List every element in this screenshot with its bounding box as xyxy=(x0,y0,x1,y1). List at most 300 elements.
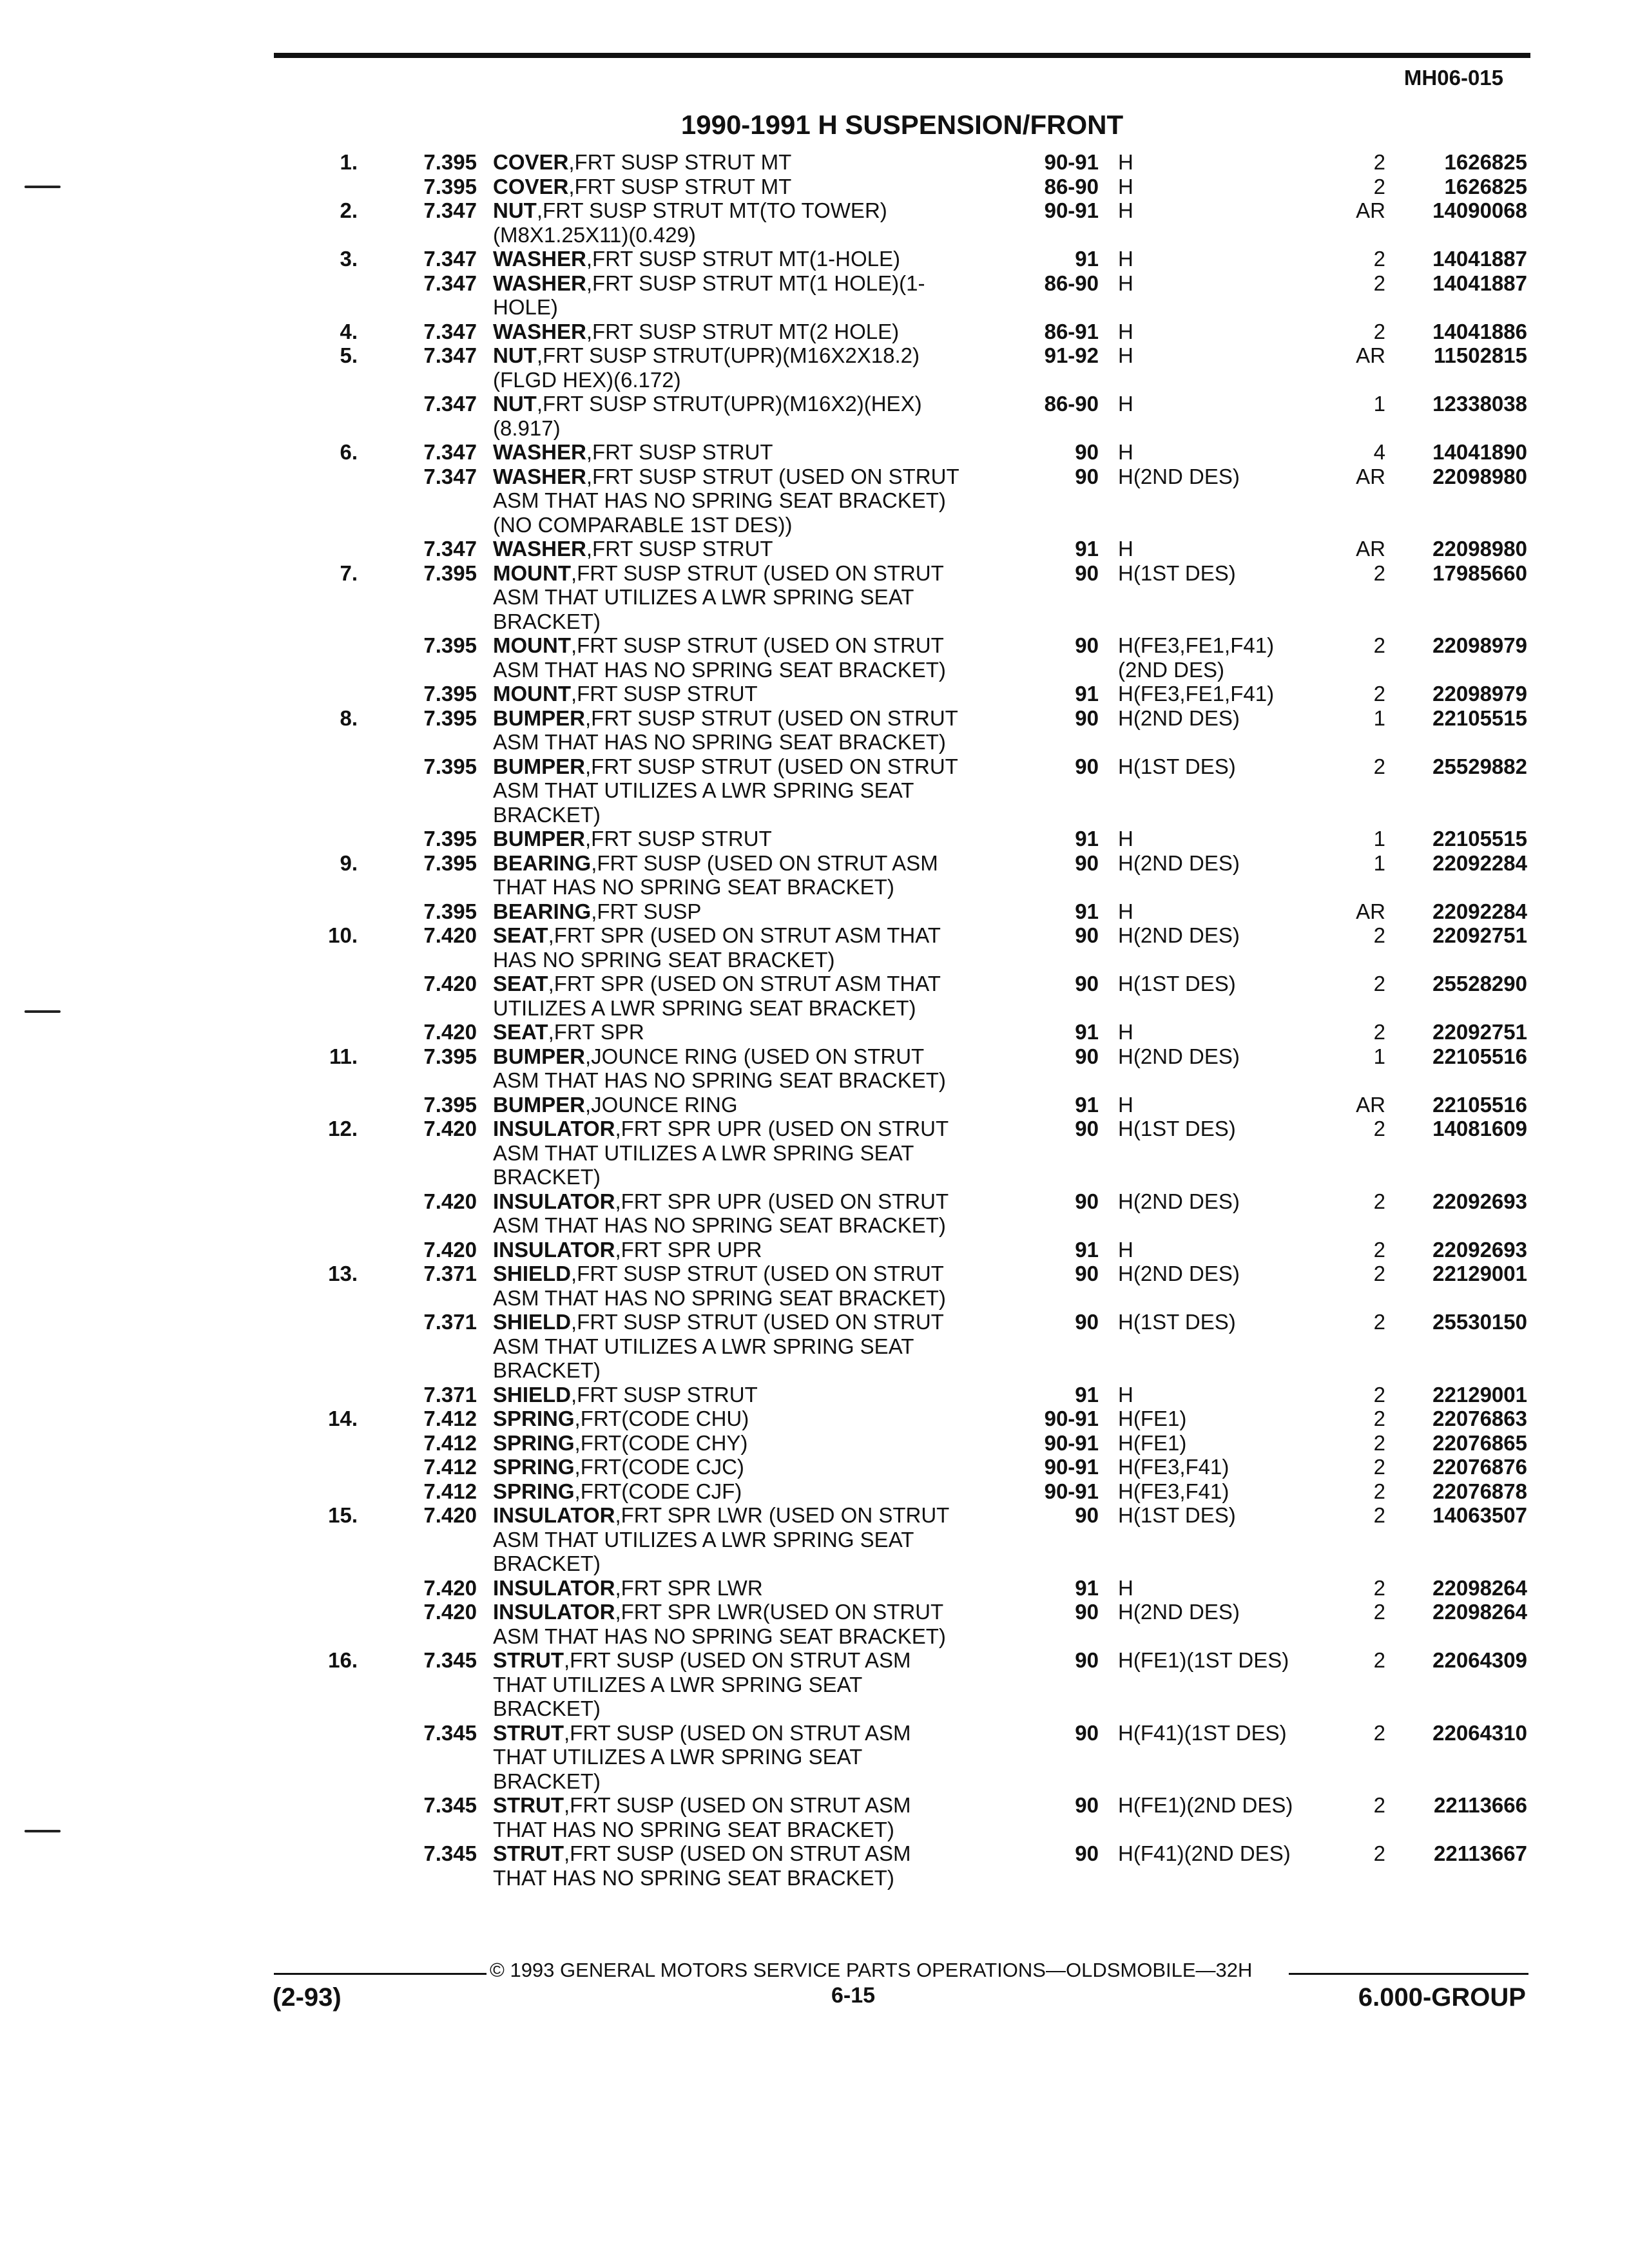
item-index: 15. xyxy=(328,1503,358,1527)
part-row-continuation xyxy=(0,585,1629,610)
group-number: 7.420 xyxy=(423,1600,477,1624)
part-description xyxy=(493,1189,949,1214)
part-number: 22064309 xyxy=(1432,1648,1527,1672)
part-description-continued: ASM THAT UTILIZES A LWR SPRING SEAT xyxy=(493,1334,914,1358)
model-code: H(F41)(1ST DES) xyxy=(1118,1720,1287,1745)
part-description xyxy=(493,633,944,658)
group-number: 7.347 xyxy=(423,198,477,222)
part-number: 22076876 xyxy=(1432,1455,1527,1479)
part-row xyxy=(0,1093,1629,1117)
model-years: 90 xyxy=(1075,972,1099,995)
part-row xyxy=(0,271,1629,296)
model-years: 91-92 xyxy=(1044,343,1099,367)
part-number: 22076863 xyxy=(1432,1407,1527,1430)
part-description-continued: (M8X1.25X11)(0.429) xyxy=(493,222,696,247)
model-years: 90 xyxy=(1075,1503,1099,1527)
part-row-continuation xyxy=(0,1673,1629,1697)
quantity: 2 xyxy=(1373,561,1385,585)
part-description xyxy=(493,1093,738,1117)
part-description-continued: THAT HAS NO SPRING SEAT BRACKET) xyxy=(493,875,894,899)
model-code: H xyxy=(1118,537,1133,561)
part-detail: ,FRT SPR (USED ON STRUT ASM THAT xyxy=(548,923,941,947)
model-years: 90-91 xyxy=(1044,198,1099,222)
part-description-continued: BRACKET) xyxy=(493,609,601,633)
part-detail: ,FRT SPR UPR xyxy=(615,1237,762,1262)
model-code: H(FE1) xyxy=(1118,1407,1187,1430)
model-code: H(1ST DES) xyxy=(1118,1117,1236,1140)
part-name: SHIELD xyxy=(493,1310,572,1334)
part-row xyxy=(0,899,1629,924)
quantity: 2 xyxy=(1373,1407,1385,1430)
part-detail: ,FRT(CODE CJC) xyxy=(574,1455,744,1479)
part-description xyxy=(493,320,899,344)
part-description xyxy=(493,1044,924,1069)
part-description xyxy=(493,1503,949,1528)
part-row-continuation xyxy=(0,488,1629,513)
part-description xyxy=(493,1238,762,1262)
part-description xyxy=(493,537,773,561)
part-row xyxy=(0,1310,1629,1334)
part-description xyxy=(493,899,701,924)
model-code: H(FE3,FE1,F41) xyxy=(1118,682,1275,706)
model-code: H(1ST DES) xyxy=(1118,561,1236,585)
group-number: 7.345 xyxy=(423,1793,477,1817)
quantity: 2 xyxy=(1373,1455,1385,1479)
model-code: H xyxy=(1118,343,1133,367)
model-years: 90 xyxy=(1075,1044,1099,1068)
quantity: 2 xyxy=(1373,633,1385,657)
part-row xyxy=(0,1383,1629,1407)
group-number: 7.371 xyxy=(423,1262,477,1285)
part-name: COVER xyxy=(493,174,569,198)
part-name: BEARING xyxy=(493,850,592,875)
group-number: 7.395 xyxy=(423,682,477,706)
part-description-continued: BRACKET) xyxy=(493,1165,601,1189)
group-number: 7.395 xyxy=(423,150,477,174)
model-years: 90 xyxy=(1075,706,1099,730)
model-years: 90 xyxy=(1075,633,1099,657)
part-row xyxy=(0,1503,1629,1528)
quantity: 2 xyxy=(1373,1020,1385,1044)
part-number: 22105515 xyxy=(1432,706,1527,730)
group-number: 7.395 xyxy=(423,633,477,657)
part-detail: ,FRT SUSP STRUT MT(TO TOWER) xyxy=(536,198,887,222)
part-row-continuation xyxy=(0,778,1629,803)
model-years: 90 xyxy=(1075,850,1099,875)
part-number: 14041890 xyxy=(1432,440,1527,464)
quantity: AR xyxy=(1356,1092,1385,1117)
model-years: 90 xyxy=(1075,1310,1099,1334)
part-description-continued: (8.917) xyxy=(493,416,561,440)
part-row xyxy=(0,682,1629,706)
model-years: 90 xyxy=(1075,1648,1099,1672)
model-years: 86-90 xyxy=(1044,392,1099,416)
quantity: 2 xyxy=(1373,972,1385,995)
part-description-continued: BRACKET) xyxy=(493,1358,601,1382)
part-row-continuation xyxy=(0,1068,1629,1093)
part-number: 22129001 xyxy=(1432,1382,1527,1407)
model-code: H xyxy=(1118,392,1133,416)
model-code: H xyxy=(1118,1020,1133,1044)
part-description xyxy=(493,1262,944,1286)
group-number: 7.412 xyxy=(423,1455,477,1479)
part-number: 22105516 xyxy=(1432,1092,1527,1117)
part-detail: ,FRT SUSP STRUT xyxy=(585,827,772,850)
model-code: H xyxy=(1118,150,1133,174)
part-row xyxy=(0,1576,1629,1600)
part-number: 1626825 xyxy=(1444,150,1527,174)
part-detail: ,FRT SUSP STRUT MT xyxy=(568,150,792,174)
part-description-continued: ASM THAT HAS NO SPRING SEAT BRACKET) xyxy=(493,1285,946,1310)
part-name: SEAT xyxy=(493,1020,548,1044)
model-code: H(FE3,F41) xyxy=(1118,1479,1229,1503)
part-name: STRUT xyxy=(493,1841,564,1865)
group-number: 7.347 xyxy=(423,271,477,295)
part-row-continuation xyxy=(0,803,1629,827)
part-number: 22076865 xyxy=(1432,1430,1527,1455)
part-detail: ,FRT SUSP (USED ON STRUT ASM xyxy=(591,850,938,875)
part-number: 12338038 xyxy=(1432,392,1527,416)
model-years: 91 xyxy=(1075,827,1099,850)
part-number: 11502815 xyxy=(1433,343,1527,367)
parts-list xyxy=(0,150,1629,1890)
part-detail: ,FRT SUSP STRUT MT(1 HOLE)(1- xyxy=(586,271,925,295)
part-number: 22098980 xyxy=(1432,464,1527,488)
part-number: 22092693 xyxy=(1432,1237,1527,1262)
part-row-continuation xyxy=(0,875,1629,899)
part-row-continuation xyxy=(0,1141,1629,1166)
quantity: 2 xyxy=(1373,1310,1385,1334)
model-code: H(FE3,F41) xyxy=(1118,1455,1229,1479)
model-code-continued: (2ND DES) xyxy=(1118,657,1225,682)
part-description xyxy=(493,1431,747,1456)
part-name: SHIELD xyxy=(493,1382,572,1407)
part-description-continued: BRACKET) xyxy=(493,1552,601,1575)
part-row xyxy=(0,1479,1629,1504)
part-description-continued: BRACKET) xyxy=(493,1696,601,1720)
group-number: 7.420 xyxy=(423,1575,477,1600)
group-label: 6.000-GROUP xyxy=(1358,1983,1526,2012)
part-row xyxy=(0,1841,1629,1866)
part-name: SEAT xyxy=(493,972,548,995)
part-number: 22105516 xyxy=(1432,1044,1527,1068)
model-years: 90-91 xyxy=(1044,1407,1099,1430)
part-row-continuation xyxy=(0,1745,1629,1769)
part-name: NUT xyxy=(493,343,537,367)
part-name: BEARING xyxy=(493,899,592,923)
part-row-continuation xyxy=(0,1866,1629,1890)
part-row xyxy=(0,923,1629,948)
part-description xyxy=(493,851,938,876)
part-row-continuation xyxy=(0,1213,1629,1238)
model-code: H xyxy=(1118,271,1133,295)
quantity: AR xyxy=(1356,343,1385,367)
part-name: INSULATOR xyxy=(493,1503,615,1527)
part-row-continuation xyxy=(0,513,1629,537)
copyright-notice: © 1993 GENERAL MOTORS SERVICE PARTS OPERATIONS—OLDSMOBILE—32H xyxy=(490,1959,1253,1981)
part-row xyxy=(0,706,1629,731)
part-row xyxy=(0,1648,1629,1673)
part-row xyxy=(0,440,1629,465)
part-number: 22113667 xyxy=(1433,1841,1527,1865)
top-rule xyxy=(274,53,1530,58)
group-number: 7.347 xyxy=(423,319,477,343)
part-detail: ,FRT SUSP STRUT (USED ON STRUT xyxy=(571,1262,944,1285)
quantity: 2 xyxy=(1373,1117,1385,1140)
part-detail: ,FRT SUSP STRUT(UPR)(M16X2)(HEX) xyxy=(536,392,922,416)
part-name: WASHER xyxy=(493,537,586,561)
item-index: 14. xyxy=(328,1407,358,1430)
part-detail: ,FRT SUSP STRUT (USED ON STRUT xyxy=(570,633,944,657)
model-code: H(FE3,FE1,F41) xyxy=(1118,633,1275,657)
group-number: 7.420 xyxy=(423,972,477,995)
part-name: INSULATOR xyxy=(493,1600,615,1624)
part-description-continued: THAT HAS NO SPRING SEAT BRACKET) xyxy=(493,1865,894,1890)
group-number: 7.345 xyxy=(423,1720,477,1745)
quantity: 2 xyxy=(1373,150,1385,174)
item-index: 3. xyxy=(340,247,358,271)
part-name: SPRING xyxy=(493,1455,575,1479)
quantity: 2 xyxy=(1373,319,1385,343)
part-detail: ,FRT SPR (USED ON STRUT ASM THAT xyxy=(548,972,941,995)
part-detail: ,FRT(CODE CJF) xyxy=(574,1479,742,1503)
part-row xyxy=(0,1020,1629,1044)
model-code: H xyxy=(1118,440,1133,464)
part-row-continuation xyxy=(0,658,1629,682)
model-code: H(2ND DES) xyxy=(1118,1262,1240,1285)
group-number: 7.395 xyxy=(423,899,477,923)
part-description xyxy=(493,972,941,996)
item-index: 12. xyxy=(328,1117,358,1140)
part-detail: ,FRT SPR xyxy=(548,1020,644,1044)
model-years: 91 xyxy=(1075,1237,1099,1262)
part-name: WASHER xyxy=(493,440,586,464)
part-description xyxy=(493,1648,911,1673)
item-index: 1. xyxy=(340,150,358,174)
group-number: 7.420 xyxy=(423,1117,477,1140)
quantity: 2 xyxy=(1373,1430,1385,1455)
model-code: H xyxy=(1118,1237,1133,1262)
part-description-continued: ASM THAT HAS NO SPRING SEAT BRACKET) xyxy=(493,1213,946,1237)
quantity: 2 xyxy=(1373,1600,1385,1624)
part-detail: ,FRT SPR LWR (USED ON STRUT xyxy=(615,1503,950,1527)
item-index: 13. xyxy=(328,1262,358,1285)
model-code: H(2ND DES) xyxy=(1118,464,1240,488)
part-row-continuation xyxy=(0,1358,1629,1383)
quantity: 2 xyxy=(1373,1841,1385,1865)
item-index: 8. xyxy=(340,706,358,730)
part-name: INSULATOR xyxy=(493,1189,615,1213)
part-name: COVER xyxy=(493,150,569,174)
part-row-continuation xyxy=(0,1624,1629,1649)
part-row xyxy=(0,1793,1629,1818)
part-description xyxy=(493,440,773,465)
group-number: 7.345 xyxy=(423,1648,477,1672)
model-code: H xyxy=(1118,198,1133,222)
group-number: 7.420 xyxy=(423,923,477,947)
quantity: 2 xyxy=(1373,247,1385,271)
part-description xyxy=(493,1479,742,1504)
part-number: 22105515 xyxy=(1432,827,1527,850)
quantity: AR xyxy=(1356,464,1385,488)
quantity: 1 xyxy=(1373,1044,1385,1068)
part-number: 22098980 xyxy=(1432,537,1527,561)
part-name: MOUNT xyxy=(493,633,571,657)
model-years: 90 xyxy=(1075,1600,1099,1624)
part-row xyxy=(0,633,1629,658)
part-description xyxy=(493,1383,758,1407)
model-years: 90 xyxy=(1075,1720,1099,1745)
part-description-continued: (FLGD HEX)(6.172) xyxy=(493,367,681,392)
part-detail: ,FRT SUSP xyxy=(591,899,702,923)
quantity: AR xyxy=(1356,198,1385,222)
part-description-continued: ASM THAT HAS NO SPRING SEAT BRACKET) xyxy=(493,488,946,512)
quantity: 2 xyxy=(1373,1575,1385,1600)
part-number: 22076878 xyxy=(1432,1479,1527,1503)
group-number: 7.412 xyxy=(423,1479,477,1503)
part-row-continuation xyxy=(0,1528,1629,1552)
quantity: 2 xyxy=(1373,1262,1385,1285)
quantity: AR xyxy=(1356,899,1385,923)
model-years: 90-91 xyxy=(1044,1455,1099,1479)
quantity: 4 xyxy=(1373,440,1385,464)
part-number: 22098979 xyxy=(1432,633,1527,657)
quantity: 2 xyxy=(1373,271,1385,295)
item-index: 2. xyxy=(340,198,358,222)
part-name: NUT xyxy=(493,198,537,222)
part-row-continuation xyxy=(0,368,1629,392)
part-detail: ,FRT SUSP (USED ON STRUT ASM xyxy=(564,1841,911,1865)
part-number: 14041886 xyxy=(1432,319,1527,343)
part-description-continued: (NO COMPARABLE 1ST DES)) xyxy=(493,512,793,537)
part-row-continuation xyxy=(0,1334,1629,1359)
part-number: 22064310 xyxy=(1432,1720,1527,1745)
group-number: 7.395 xyxy=(423,561,477,585)
group-number: 7.347 xyxy=(423,392,477,416)
part-description xyxy=(493,1793,911,1818)
part-description-continued: ASM THAT HAS NO SPRING SEAT BRACKET) xyxy=(493,1068,946,1092)
part-detail: ,FRT SUSP (USED ON STRUT ASM xyxy=(564,1793,911,1817)
item-index: 7. xyxy=(340,561,358,585)
model-years: 90 xyxy=(1075,754,1099,778)
part-detail: ,FRT SUSP STRUT (USED ON STRUT xyxy=(571,1310,944,1334)
model-code: H xyxy=(1118,319,1133,343)
page-number: 6-15 xyxy=(831,1983,876,2008)
part-detail: ,FRT SUSP (USED ON STRUT ASM xyxy=(564,1720,911,1745)
model-years: 90-91 xyxy=(1044,1479,1099,1503)
group-number: 7.395 xyxy=(423,174,477,198)
part-name: INSULATOR xyxy=(493,1575,615,1600)
part-detail: ,FRT SUSP STRUT (USED ON STRUT xyxy=(585,706,958,730)
part-description xyxy=(493,175,791,199)
quantity: 2 xyxy=(1373,682,1385,706)
part-description xyxy=(493,706,958,731)
model-code: H xyxy=(1118,1382,1133,1407)
part-row xyxy=(0,175,1629,199)
model-years: 91 xyxy=(1075,537,1099,561)
part-description xyxy=(493,1721,911,1745)
part-description xyxy=(493,682,758,706)
model-code: H xyxy=(1118,1575,1133,1600)
footer-rule-right xyxy=(1289,1973,1528,1975)
group-number: 7.395 xyxy=(423,706,477,730)
part-detail: ,FRT(CODE CHY) xyxy=(574,1430,748,1455)
part-description xyxy=(493,1576,763,1600)
part-description-continued: UTILIZES A LWR SPRING SEAT BRACKET) xyxy=(493,995,916,1020)
group-number: 7.347 xyxy=(423,247,477,271)
part-detail: ,FRT SPR LWR(USED ON STRUT xyxy=(615,1600,944,1624)
part-row-continuation xyxy=(0,1696,1629,1721)
part-row xyxy=(0,1262,1629,1286)
part-row xyxy=(0,1455,1629,1479)
item-index: 5. xyxy=(340,343,358,367)
part-detail: ,FRT SUSP STRUT MT(2 HOLE) xyxy=(586,319,900,343)
part-detail: ,FRT SUSP STRUT MT xyxy=(568,174,792,198)
part-row xyxy=(0,1721,1629,1745)
part-description-continued: THAT HAS NO SPRING SEAT BRACKET) xyxy=(493,1817,894,1841)
part-number: 22092751 xyxy=(1432,1020,1527,1044)
part-description-continued: HAS NO SPRING SEAT BRACKET) xyxy=(493,947,835,972)
model-code: H(F41)(2ND DES) xyxy=(1118,1841,1291,1865)
part-row xyxy=(0,247,1629,271)
part-name: WASHER xyxy=(493,271,586,295)
part-description xyxy=(493,1310,944,1334)
part-description xyxy=(493,1841,911,1866)
part-number: 22113666 xyxy=(1433,1793,1527,1817)
part-row-continuation xyxy=(0,1769,1629,1794)
group-number: 7.345 xyxy=(423,1841,477,1865)
quantity: 2 xyxy=(1373,923,1385,947)
group-number: 7.412 xyxy=(423,1407,477,1430)
model-code: H xyxy=(1118,899,1133,923)
part-name: SPRING xyxy=(493,1430,575,1455)
part-row xyxy=(0,754,1629,779)
quantity: 2 xyxy=(1373,1237,1385,1262)
part-detail: ,JOUNCE RING (USED ON STRUT xyxy=(585,1044,925,1068)
part-row xyxy=(0,1431,1629,1456)
part-detail: ,FRT SUSP STRUT(UPR)(M16X2X18.2) xyxy=(536,343,920,367)
group-number: 7.395 xyxy=(423,827,477,850)
part-description-continued: BRACKET) xyxy=(493,1769,601,1793)
quantity: 2 xyxy=(1373,1720,1385,1745)
part-description xyxy=(493,1117,949,1141)
item-index: 11. xyxy=(329,1044,358,1068)
part-name: MOUNT xyxy=(493,682,571,706)
part-row-continuation xyxy=(0,730,1629,754)
model-years: 90 xyxy=(1075,1189,1099,1213)
part-name: MOUNT xyxy=(493,561,571,585)
model-years: 86-90 xyxy=(1044,271,1099,295)
model-years: 90 xyxy=(1075,561,1099,585)
group-number: 7.395 xyxy=(423,1044,477,1068)
model-years: 90 xyxy=(1075,923,1099,947)
group-number: 7.420 xyxy=(423,1237,477,1262)
model-code: H(2ND DES) xyxy=(1118,850,1240,875)
part-name: STRUT xyxy=(493,1720,564,1745)
part-detail: ,FRT SUSP STRUT (USED ON STRUT xyxy=(585,754,958,778)
model-code: H xyxy=(1118,247,1133,271)
part-description xyxy=(493,150,791,175)
model-code: H(1ST DES) xyxy=(1118,754,1236,778)
quantity: 2 xyxy=(1373,1479,1385,1503)
model-years: 86-91 xyxy=(1044,319,1099,343)
part-description-continued: HOLE) xyxy=(493,295,558,319)
quantity: 1 xyxy=(1373,850,1385,875)
part-name: SHIELD xyxy=(493,1262,572,1285)
part-row xyxy=(0,851,1629,876)
part-row-continuation xyxy=(0,295,1629,320)
part-name: STRUT xyxy=(493,1648,564,1672)
